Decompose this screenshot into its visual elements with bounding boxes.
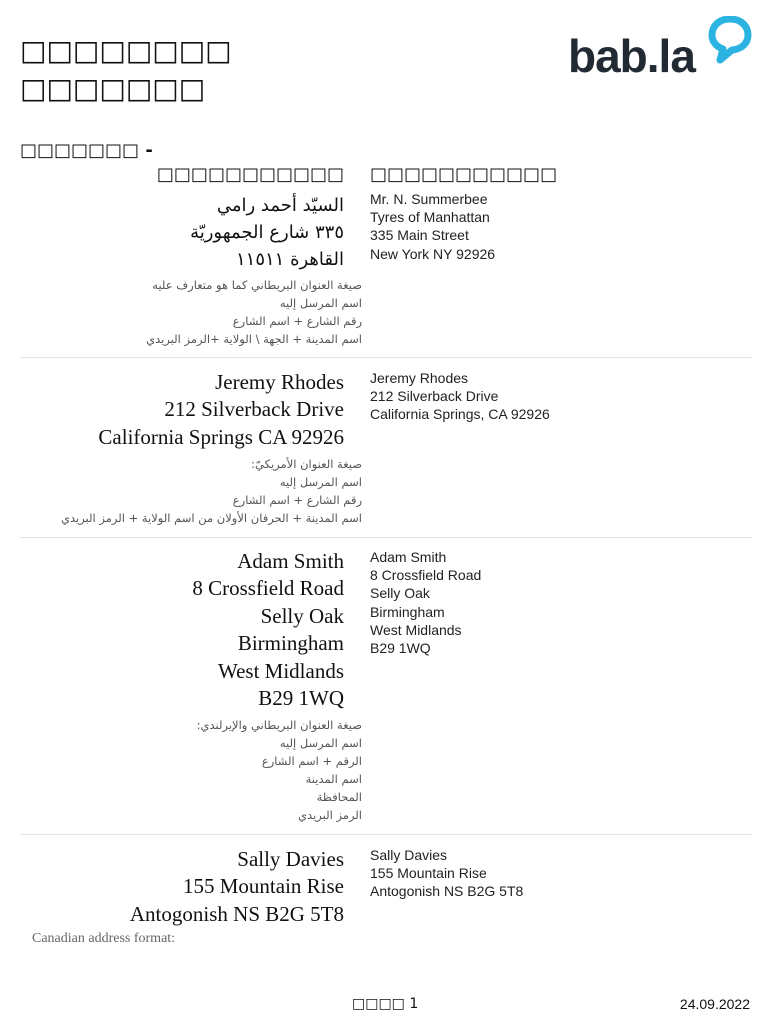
native-line: B29 1WQ <box>258 686 344 711</box>
native-line: 155 Mountain Rise <box>183 874 344 899</box>
format-note <box>32 455 362 527</box>
translation-line: California Springs, CA 92926 <box>370 406 550 423</box>
translation-line: 8 Crossfield Road <box>370 567 482 584</box>
native-line: Birmingham <box>237 631 344 656</box>
native-address <box>192 548 344 712</box>
note-line: Canadian address format: <box>32 931 176 946</box>
native-line: Selly Oak <box>260 603 344 628</box>
translated-address <box>370 190 495 263</box>
format-note <box>32 716 362 824</box>
divider <box>20 834 752 835</box>
translation-line: New York NY 92926 <box>370 245 496 262</box>
logo-text: bab.la <box>568 30 695 82</box>
footer-date: 24.09.2022 <box>679 996 750 1012</box>
native-column-header: □□□□□□□□□□□ <box>156 164 344 185</box>
translation-line: B29 1WQ <box>370 640 431 657</box>
native-address <box>130 846 344 928</box>
note-line: رقم الشارع + اسم الشارع <box>232 314 362 328</box>
note-line: المحافظة <box>316 790 362 804</box>
translation-line: Birmingham <box>370 603 445 620</box>
note-line: اسم المدينة + الجهة \ الولاية +الرمز البريدي <box>146 332 362 346</box>
translation-line: Adam Smith <box>370 549 447 565</box>
native-address <box>190 192 344 273</box>
native-line: Antogonish NS B2G 5T8 <box>129 901 344 926</box>
note-line: رقم الشارع + اسم الشارع <box>232 493 362 507</box>
translation-line: Antogonish NS B2G 5T8 <box>370 883 524 900</box>
speech-bubble-icon <box>708 16 752 66</box>
translated-address <box>370 369 550 424</box>
note-line: صيغة العنوان الأمريكيّ: <box>251 457 362 471</box>
note-line: اسم المرسل إليه <box>279 736 362 750</box>
note-line: صيغة العنوان البريطاني كما هو متعارف عليه <box>152 278 362 292</box>
translation-line: Tyres of Manhattan <box>370 209 490 226</box>
note-line: اسم المرسل إليه <box>279 475 362 489</box>
translated-address <box>370 548 481 657</box>
translation-line: Selly Oak <box>370 585 430 602</box>
note-line: اسم المرسل إليه <box>279 296 362 310</box>
native-line: California Springs CA 92926 <box>98 424 344 449</box>
native-line: West Midlands <box>217 658 344 683</box>
divider <box>20 537 752 538</box>
divider <box>20 357 752 358</box>
page-title <box>20 32 232 108</box>
native-line: Adam Smith <box>237 549 344 573</box>
translation-line: Jeremy Rhodes <box>370 370 469 386</box>
format-note <box>32 276 362 348</box>
page-title-line-2: □□□□□□□ <box>20 72 206 105</box>
section-heading: □□□□□□□ - <box>20 140 153 161</box>
translation-line: 335 Main Street <box>370 227 469 244</box>
note-line: صيغة العنوان البريطاني والإيرلندي: <box>196 718 362 732</box>
note-line: اسم المدينة <box>305 772 362 786</box>
translation-line: Mr. N. Summerbee <box>370 191 488 207</box>
translation-line: West Midlands <box>370 621 462 638</box>
note-line: اسم المدينة + الحرفان الأولان من اسم الولاية + الرمز البريدي <box>60 511 362 525</box>
native-line: القاهرة ١١٥١١ <box>236 249 344 270</box>
page-title-line-1: □□□□□□□□ <box>20 34 232 67</box>
native-line: 212 Silverback Drive <box>164 397 344 422</box>
format-note <box>32 930 175 948</box>
translated-address <box>370 846 523 901</box>
native-line: السيّد أحمد رامي <box>216 195 344 216</box>
native-line: Jeremy Rhodes <box>215 370 344 394</box>
bab-la-logo[interactable] <box>568 16 754 82</box>
native-line: 8 Crossfield Road <box>192 576 344 601</box>
translation-column-header: □□□□□□□□□□□ <box>370 164 558 185</box>
translation-line: 212 Silverback Drive <box>370 388 499 405</box>
native-line: Sally Davies <box>237 847 344 871</box>
translation-line: 155 Mountain Rise <box>370 865 487 882</box>
note-line: الرقم + اسم الشارع <box>261 754 362 768</box>
native-line: ٣٣٥ شارع الجمهوريّة <box>190 222 344 243</box>
note-line: الرمز البريدي <box>298 808 362 822</box>
page-number: □□□□ 1 <box>352 996 419 1012</box>
translation-line: Sally Davies <box>370 847 448 863</box>
native-address <box>98 369 344 451</box>
